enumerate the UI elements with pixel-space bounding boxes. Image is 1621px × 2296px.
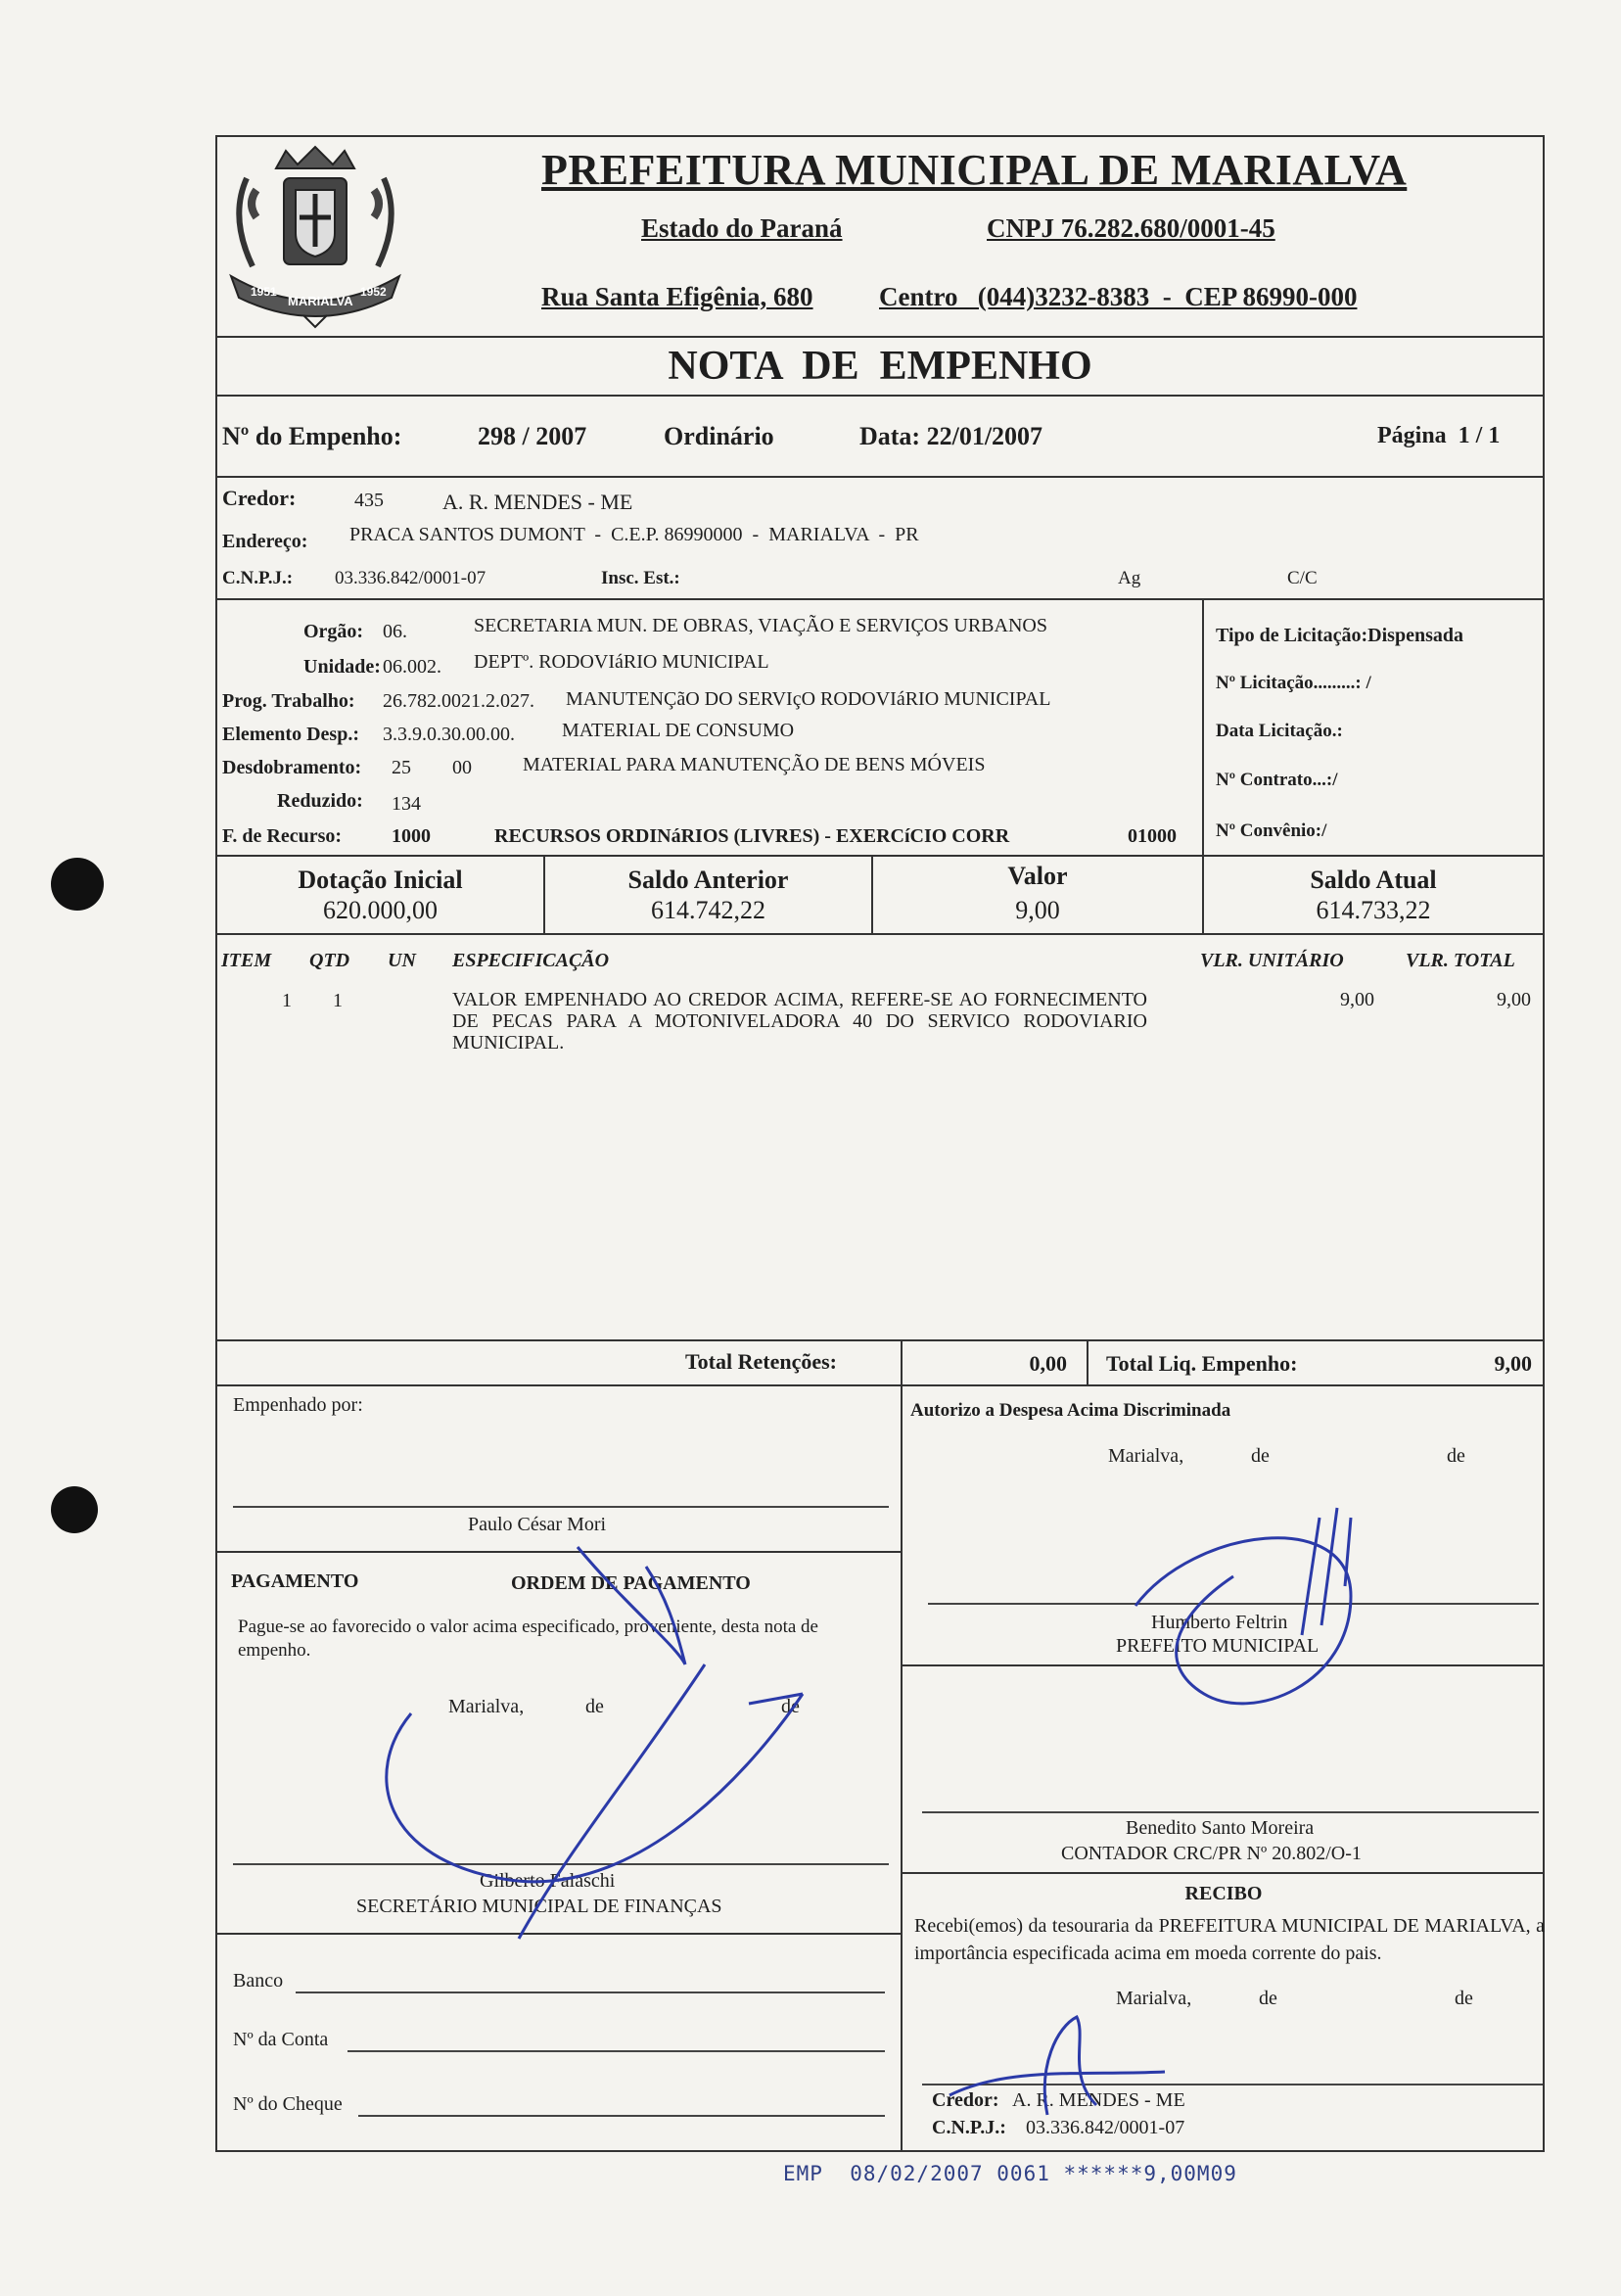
pagamento-de2: de [781, 1696, 800, 1717]
banco-field-line[interactable] [296, 1991, 885, 1993]
insc-est-label: Insc. Est.: [601, 568, 680, 588]
spec-column-header: ESPECIFICAÇÃO [452, 950, 610, 971]
empenho-number-label: Nº do Empenho: [222, 422, 402, 450]
credor-address: PRACA SANTOS DUMONT - C.E.P. 86990000 - MARIALVA - PR [349, 524, 919, 545]
recibo-text: Recebi(emos) da tesouraria da PREFEITURA MUNICIPAL DE MARIALVA, a importância especificada acima em moeda corrente do pais. [914, 1915, 1545, 1964]
liquido-label: Total Liq. Empenho: [1106, 1351, 1298, 1376]
payment-stamp: EMP 08/02/2007 0061 ******9,00M09 [783, 2162, 1237, 2185]
item-total: 9,00 [1497, 989, 1531, 1010]
valor-value: 9,00 [1015, 896, 1060, 924]
contrato-number: Nº Contrato...:/ [1216, 770, 1338, 790]
recibo-de2: de [1455, 1988, 1473, 2009]
recibo-title: RECIBO [1184, 1883, 1263, 1904]
page-indicator: Página 1 / 1 [1377, 423, 1501, 448]
punch-hole-upper [51, 858, 104, 911]
empenhado-signer: Paulo César Mori [468, 1514, 607, 1535]
divider [215, 1339, 1545, 1341]
item-qtd: 1 [333, 990, 343, 1011]
cheque-field-line[interactable] [358, 2115, 885, 2117]
pagamento-de1: de [585, 1696, 604, 1717]
cnpj-label: CNPJ 76.282.680/0001-45 [987, 213, 1275, 243]
autorizo-de1: de [1251, 1445, 1270, 1467]
crest-name: MARIALVA [288, 294, 353, 308]
elemento-code: 3.3.9.0.30.00.00. [383, 724, 515, 745]
elemento-label: Elemento Desp.: [222, 724, 359, 745]
saldo-atual-value: 614.733,22 [1316, 896, 1431, 924]
address-field-label: Endereço: [222, 531, 308, 552]
contact-label: Centro (044)3232-8383 - CEP 86990-000 [879, 282, 1358, 311]
credor-cnpj: 03.336.842/0001-07 [335, 568, 486, 588]
banco-label: Banco [233, 1970, 284, 1991]
address-label: Rua Santa Efigênia, 680 [541, 282, 813, 311]
empenho-date: Data: 22/01/2007 [859, 422, 1043, 450]
recurso-code2: 01000 [1128, 825, 1177, 847]
recurso-code: 1000 [392, 825, 431, 847]
autorizo-de2: de [1447, 1445, 1465, 1467]
recibo-cnpj: 03.336.842/0001-07 [1026, 2117, 1185, 2138]
prefeito-name: Humberto Feltrin [1151, 1612, 1288, 1633]
unidade-code: 06.002. [383, 656, 441, 678]
crest-year-left: 1951 [251, 285, 277, 299]
divider [215, 1384, 1545, 1386]
divider [215, 336, 1545, 338]
recurso-label: F. de Recurso: [222, 825, 343, 847]
signature-line [233, 1506, 889, 1508]
saldo-anterior-value: 614.742,22 [651, 896, 765, 924]
qtd-column-header: QTD [309, 950, 350, 971]
credor-name: A. R. MENDES - ME [442, 490, 633, 514]
convenio-number: Nº Convênio:/ [1216, 820, 1327, 841]
recibo-cnpj-label: C.N.P.J.: [932, 2117, 1006, 2138]
crest-year-right: 1952 [360, 285, 387, 299]
licitacao-numero: Nº Licitação.........: / [1216, 673, 1371, 693]
desdobramento-name: MATERIAL PARA MANUTENÇÃO DE BENS MÓVEIS [523, 754, 986, 775]
credor-code: 435 [354, 490, 384, 511]
elemento-name: MATERIAL DE CONSUMO [562, 720, 795, 741]
desdobramento-code: 25 [392, 757, 411, 778]
empenho-number: 298 / 2007 [478, 422, 587, 450]
saldo-atual-label: Saldo Atual [1310, 866, 1437, 894]
state-label: Estado do Paraná [641, 213, 843, 243]
recibo-de1: de [1259, 1988, 1277, 2009]
ordem-pagamento-label: ORDEM DE PAGAMENTO [511, 1572, 751, 1594]
page-title: PREFEITURA MUNICIPAL DE MARIALVA [541, 146, 1408, 194]
cnpj-field-label: C.N.P.J.: [222, 568, 294, 588]
ag-label: Ag [1118, 568, 1141, 588]
column-divider [901, 1384, 903, 2152]
recurso-name: RECURSOS ORDINáRIOS (LIVRES) - EXERCíCIO CORR [494, 825, 1010, 847]
item-column-header: ITEM [221, 950, 272, 971]
desdobramento-code2: 00 [452, 757, 472, 778]
dotacao-label: Dotação Inicial [298, 866, 463, 894]
item-unit-price: 9,00 [1340, 989, 1374, 1010]
column-divider [1202, 598, 1204, 855]
cc-label: C/C [1287, 568, 1318, 588]
divider [215, 395, 1545, 397]
divider [901, 1872, 1545, 1874]
unidade-name: DEPTº. RODOVIáRIO MUNICIPAL [474, 651, 769, 673]
signature-autorizo [1057, 1488, 1410, 1743]
prefeito-role: PREFEITO MUNICIPAL [1116, 1635, 1320, 1657]
reduzido-label: Reduzido: [277, 790, 363, 812]
empenho-type: Ordinário [664, 422, 774, 450]
item-number: 1 [282, 990, 292, 1011]
prog-code: 26.782.0021.2.027. [383, 690, 534, 712]
reduzido-value: 134 [392, 793, 421, 815]
licitacao-data: Data Licitação.: [1216, 721, 1343, 741]
orgao-code: 06. [383, 621, 407, 642]
divider [215, 855, 1545, 857]
valor-label: Valor [1007, 862, 1068, 890]
autorizo-place: Marialva, [1108, 1445, 1184, 1467]
orgao-label: Orgão: [303, 621, 364, 642]
licitacao-tipo: Tipo de Licitação:Dispensada [1216, 625, 1463, 646]
recibo-credor-name: A. R. MENDES - ME [1012, 2089, 1185, 2111]
contador-name: Benedito Santo Moreira [1126, 1817, 1315, 1839]
un-column-header: UN [388, 950, 416, 971]
pagamento-signer-name: Gilberto Falaschi [480, 1870, 616, 1892]
cheque-label: Nº do Cheque [233, 2093, 343, 2115]
total-column-header: VLR. TOTAL [1406, 950, 1515, 971]
saldo-anterior-label: Saldo Anterior [627, 866, 789, 894]
conta-label: Nº da Conta [233, 2029, 329, 2050]
prog-name: MANUTENÇãO DO SERVIçO RODOVIáRIO MUNICIPAL [566, 688, 1051, 710]
document-title: NOTA DE EMPENHO [668, 344, 1092, 389]
prog-label: Prog. Trabalho: [222, 690, 355, 712]
pagamento-label: PAGAMENTO [231, 1570, 359, 1592]
dotacao-value: 620.000,00 [323, 896, 438, 924]
pagamento-place: Marialva, [448, 1696, 525, 1717]
punch-hole-lower [51, 1486, 98, 1533]
item-specification: VALOR EMPENHADO AO CREDOR ACIMA, REFERE-SE AO FORNECIMENTO DE PECAS PARA A MOTONIVELADORA 40 DO SERVICO RODOVIARIO MUNICIPAL. [452, 989, 1147, 1054]
unit-price-column-header: VLR. UNITÁRIO [1200, 950, 1344, 971]
pagamento-text: Pague-se ao favorecido o valor acima especificado, proveniente, desta nota de empenho. [238, 1617, 818, 1661]
contador-role: CONTADOR CRC/PR Nº 20.802/O-1 [1061, 1843, 1362, 1864]
municipal-crest-icon [217, 139, 413, 335]
liquido-value: 9,00 [1494, 1351, 1532, 1376]
signature-pagamento [352, 1527, 822, 1958]
retencoes-value: 0,00 [1029, 1351, 1067, 1376]
credor-label: Credor: [222, 486, 297, 510]
recibo-place: Marialva, [1116, 1988, 1192, 2009]
orgao-name: SECRETARIA MUN. DE OBRAS, VIAÇÃO E SERVIÇOS URBANOS [474, 615, 1047, 636]
divider [215, 933, 1545, 935]
recibo-credor-label: Credor: [932, 2089, 999, 2111]
signature-recibo [930, 2007, 1184, 2134]
desdobramento-label: Desdobramento: [222, 757, 362, 778]
divider [215, 598, 1545, 600]
empenhado-label: Empenhado por: [233, 1394, 363, 1416]
pagamento-signer-role: SECRETÁRIO MUNICIPAL DE FINANÇAS [356, 1896, 722, 1917]
retencoes-label: Total Retenções: [685, 1349, 837, 1374]
column-divider [1087, 1339, 1088, 1384]
conta-field-line[interactable] [347, 2050, 885, 2052]
divider [215, 476, 1545, 478]
autorizo-title: Autorizo a Despesa Acima Discriminada [910, 1400, 1231, 1421]
unidade-label: Unidade: [303, 656, 381, 678]
column-divider [901, 1339, 903, 1384]
signature-line [922, 1811, 1539, 1813]
